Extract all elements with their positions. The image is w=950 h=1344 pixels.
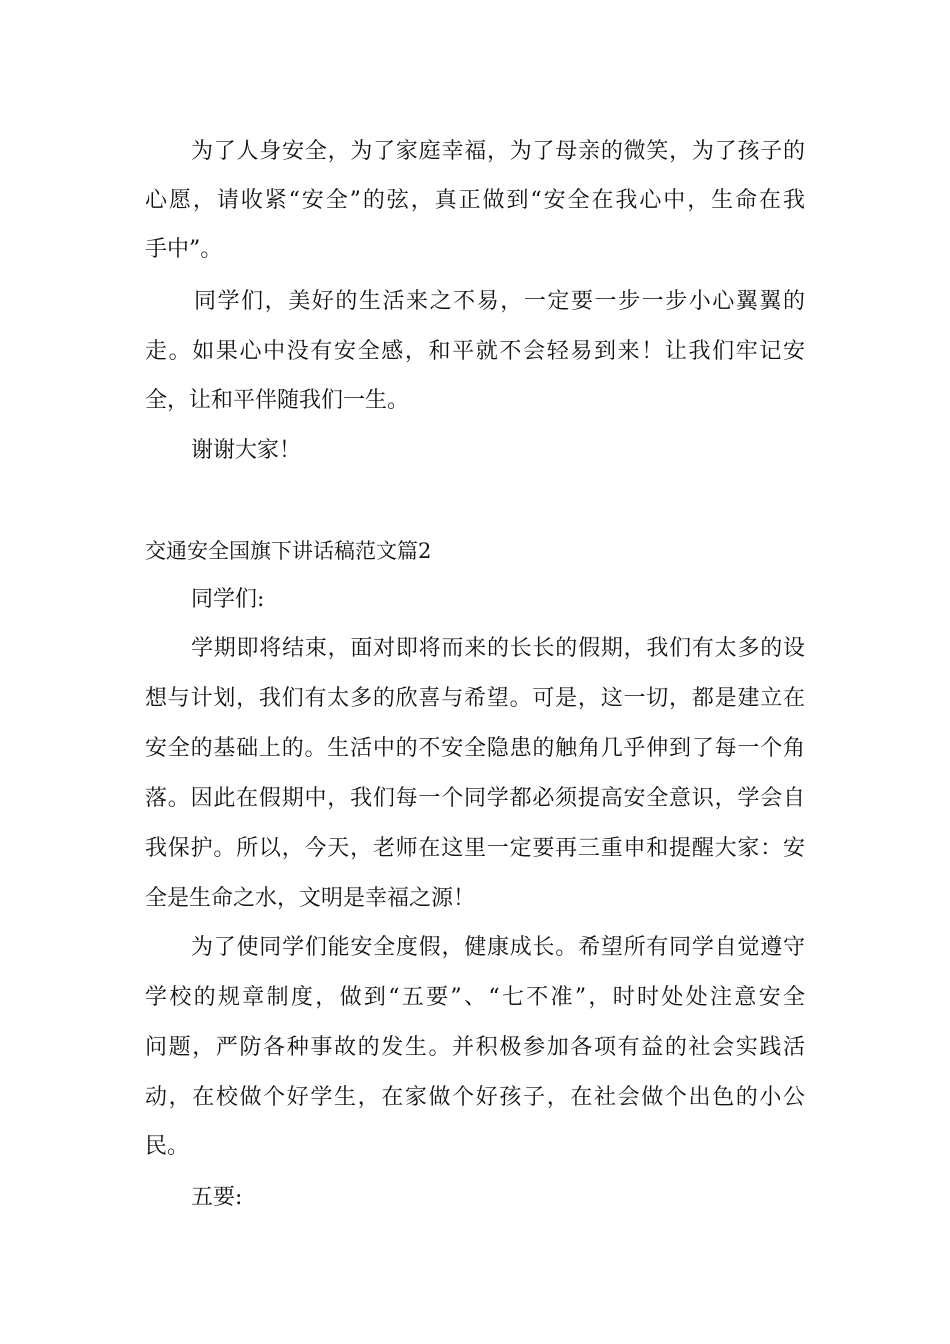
- paragraph-line: 同学们，美好的生活来之不易，一定要一步一步小心翼翼的: [194, 289, 805, 314]
- paragraph-line: 走。如果心中没有安全感，和平就不会轻易到来！让我们牢记安: [145, 339, 805, 364]
- paragraph-line: 全，让和平伴随我们一生。: [145, 388, 410, 413]
- closing-thanks: 谢谢大家！: [191, 438, 302, 463]
- paragraph-line: 想与计划，我们有太多的欣喜与希望。可是，这一切，都是建立在: [145, 686, 805, 711]
- paragraph-line: 学校的规章制度，做到“五要”、“七不准”，时时处处注意安全: [145, 985, 805, 1010]
- paragraph-line: 动，在校做个好学生，在家做个好孩子，在社会做个出色的小公: [145, 1085, 805, 1110]
- paragraph-line: 手中”。: [145, 237, 223, 262]
- paragraph-line: 问题，严防各种事故的发生。并积极参加各项有益的社会实践活: [145, 1035, 805, 1060]
- paragraph-line: 落。因此在假期中，我们每一个同学都必须提高安全意识，学会自: [145, 786, 805, 811]
- paragraph-line: 心愿，请收紧“安全”的弦，真正做到“安全在我心中，生命在我: [145, 188, 805, 213]
- paragraph-line: 民。: [145, 1134, 190, 1159]
- paragraph-line: 为了人身安全，为了家庭幸福，为了母亲的微笑，为了孩子的: [191, 139, 805, 164]
- greeting: 同学们:: [191, 587, 265, 612]
- section-heading: 交通安全国旗下讲话稿范文篇2: [145, 539, 432, 563]
- paragraph-line: 全是生命之水，文明是幸福之源！: [145, 886, 476, 911]
- paragraph-line: 学期即将结束，面对即将而来的长长的假期，我们有太多的设: [191, 636, 805, 661]
- paragraph-line: 安全的基础上的。生活中的不安全隐患的触角几乎伸到了每一个角: [145, 736, 805, 761]
- list-label: 五要:: [191, 1185, 243, 1210]
- paragraph-line: 为了使同学们能安全度假，健康成长。希望所有同学自觉遵守: [191, 935, 805, 960]
- paragraph-line: 我保护。所以，今天，老师在这里一定要再三重申和提醒大家：安: [145, 836, 805, 861]
